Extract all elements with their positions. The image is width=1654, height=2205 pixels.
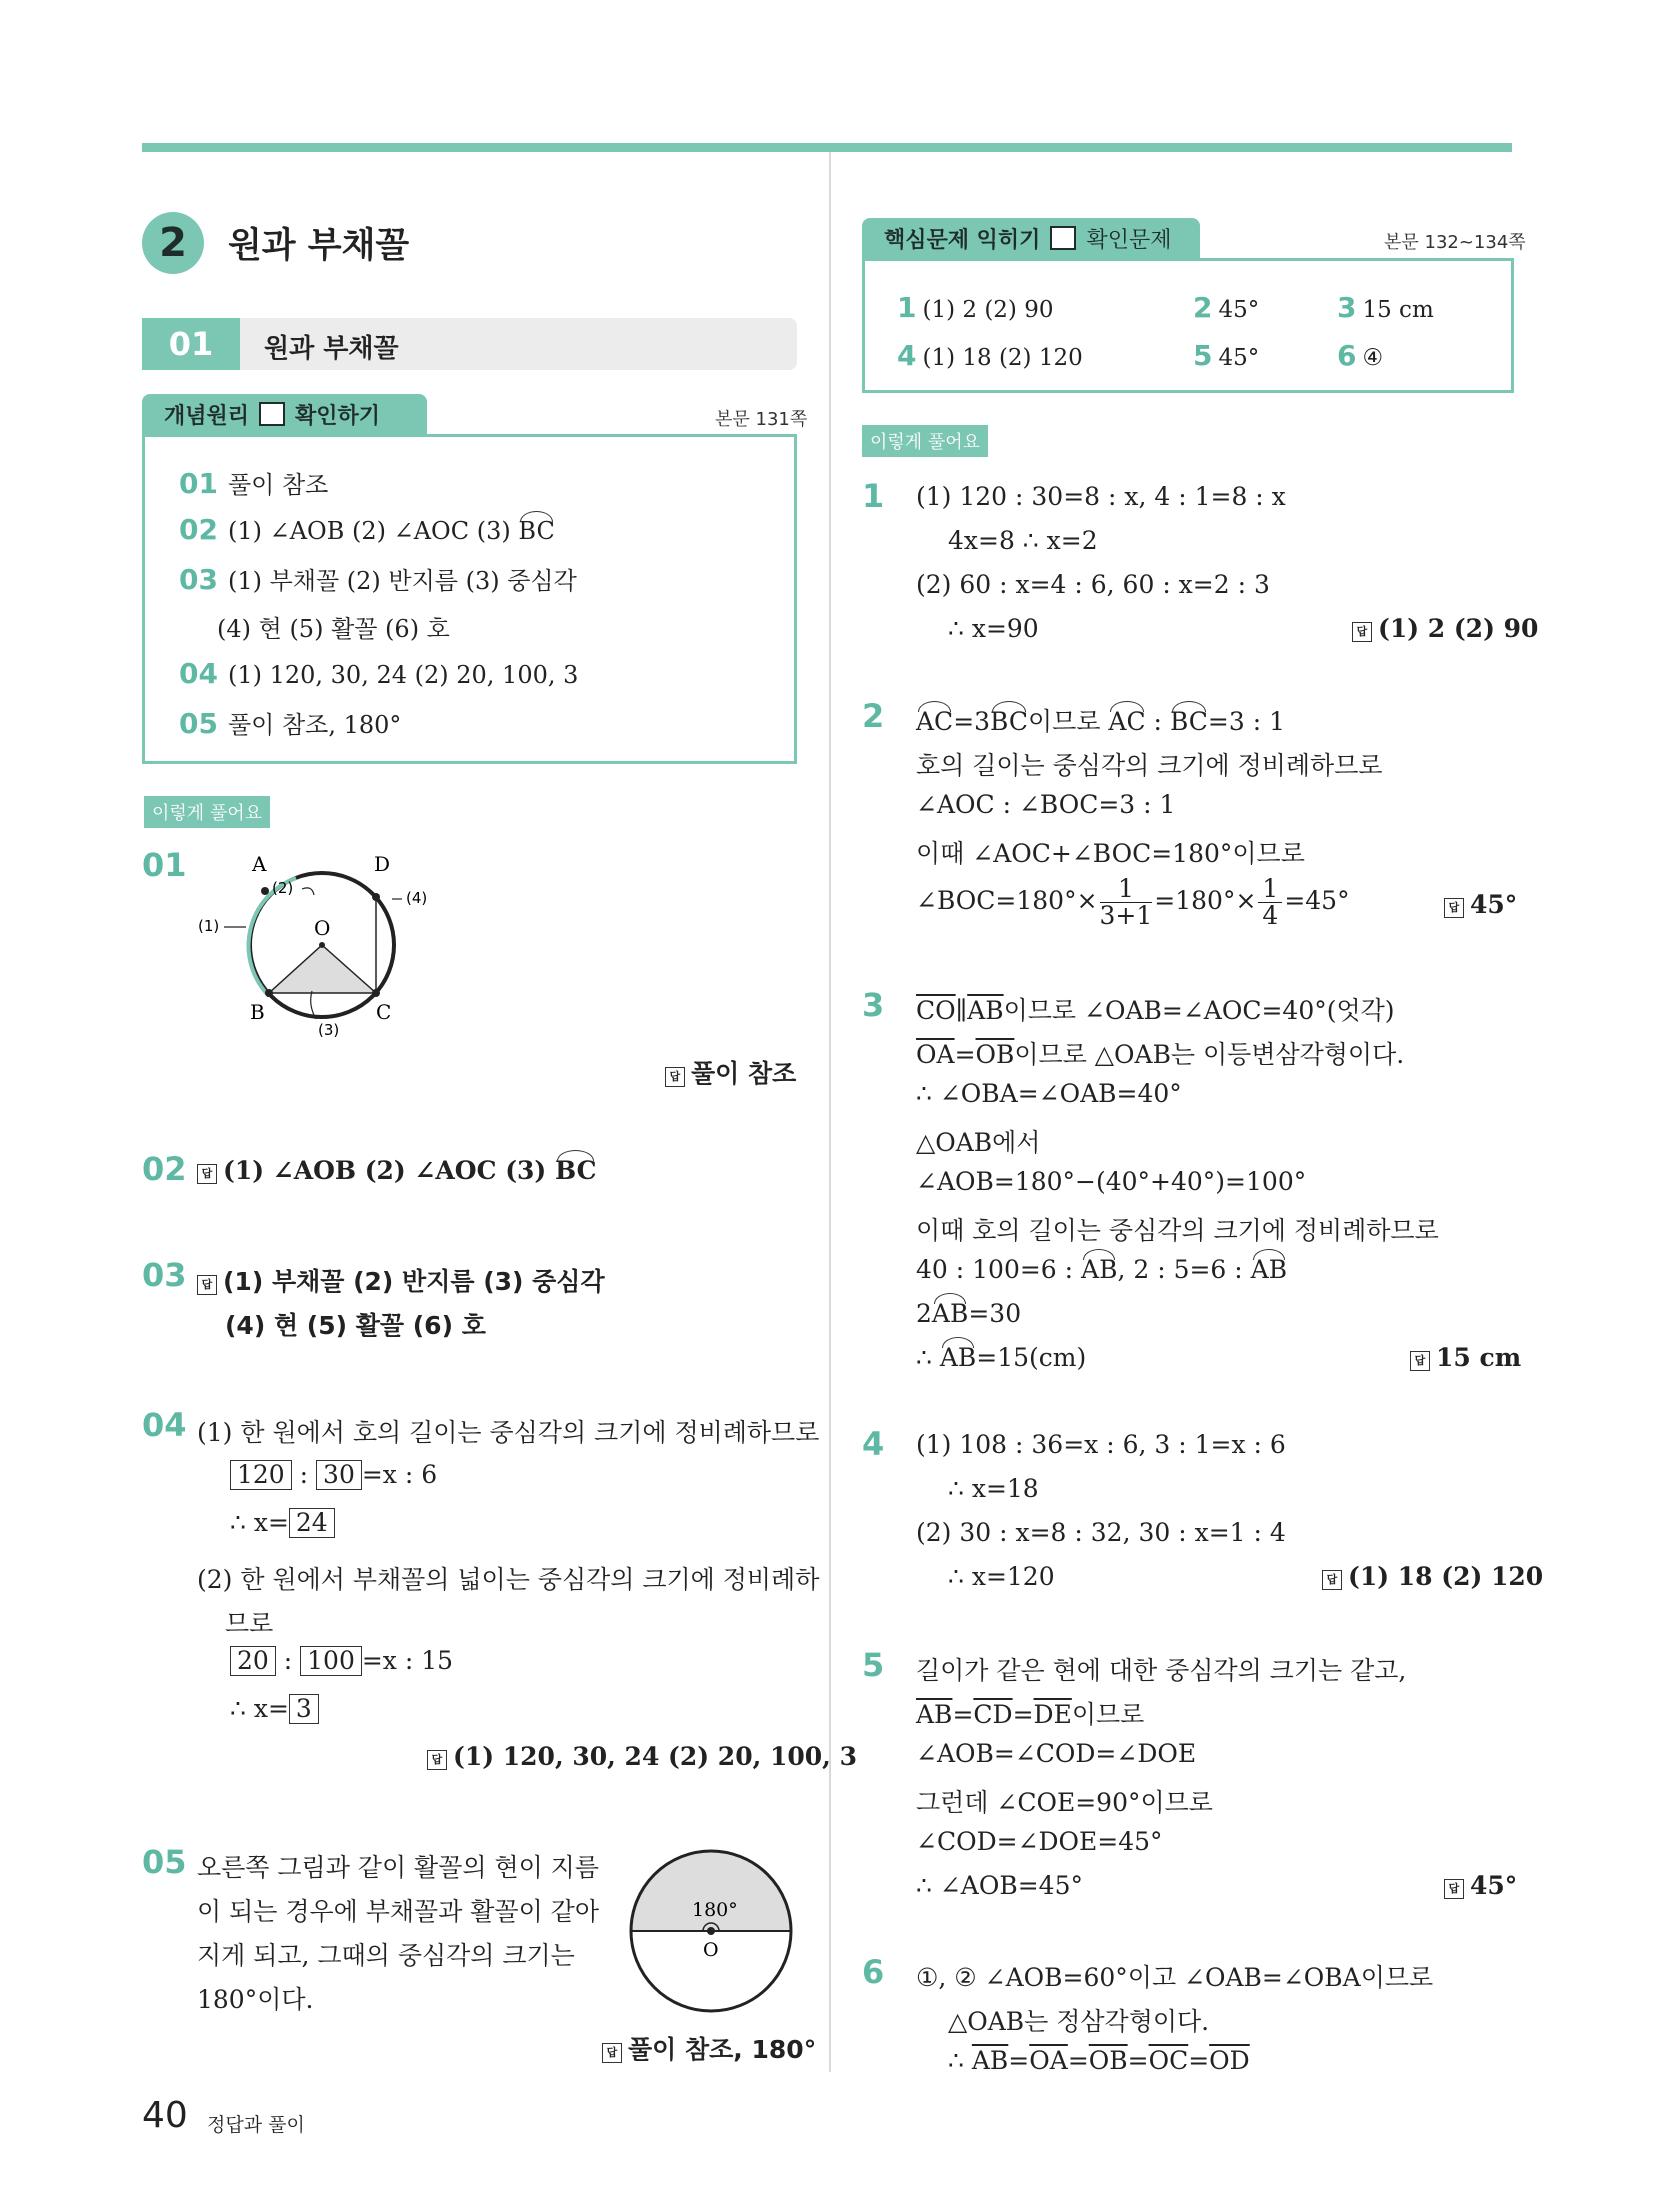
problem-5-line-1: 길이가 같은 현에 대한 중심각의 크기는 같고,: [916, 1656, 1407, 1685]
solution-05-line-4: 180°이다.: [197, 1985, 314, 2014]
answer-mark-icon: 답: [1410, 1351, 1430, 1371]
problem-1-answer: 답 (1) 2 (2) 90: [1352, 614, 1538, 643]
solution-01-number: 01: [142, 846, 187, 884]
svg-text:(2): (2): [272, 879, 294, 897]
problem-6-line-1: ①, ② ∠AOB=60°이고 ∠OAB=∠OBA이므로: [916, 1963, 1434, 1992]
section-number: 01: [142, 318, 240, 370]
problem-3-line-2: $\overline{OA}=\overline{OB}$이므로 △OAB는 이등변삼각형이다.: [916, 1040, 1405, 1069]
core-item-6: 6 ④: [1337, 339, 1384, 372]
how-to-solve-tag-left: 이렇게 풀어요: [144, 796, 270, 828]
solution-04-line-6: 20 : 100 =x : 15: [230, 1646, 453, 1676]
problem-3-line-3: ∴ ∠OBA=∠OAB=40°: [916, 1079, 1182, 1108]
problem-6-line-2: △OAB는 정삼각형이다.: [948, 2007, 1210, 2036]
concept-header-left: 개념원리: [164, 403, 250, 429]
notepad-icon: [259, 402, 285, 426]
core-item-5: 5 45°: [1193, 339, 1260, 372]
problem-3-line-7: 40 : 100=6 : AB, 2 : 5=6 : AB: [916, 1255, 1288, 1284]
problem-1-number: 1: [862, 477, 885, 515]
svg-text:B: B: [250, 1000, 265, 1024]
core-header-left: 핵심문제 익히기: [884, 227, 1041, 253]
concept-line-6: 05 풀이 참조, 180°: [179, 707, 402, 740]
section-heading: [142, 318, 797, 370]
concept-answer-box: [142, 434, 797, 764]
problem-4-line-3: (2) 30 : x=8 : 32, 30 : x=1 : 4: [916, 1518, 1286, 1547]
answer-mark-icon: 답: [427, 1750, 447, 1770]
column-divider: [829, 152, 831, 2072]
svg-text:180°: 180°: [692, 1899, 738, 1921]
solution-04-line-2: 120 : 30 =x : 6: [230, 1460, 437, 1490]
answer-mark-icon: 답: [1444, 898, 1464, 918]
solution-05-answer: 답 풀이 참조, 180°: [602, 2030, 816, 2066]
problem-3-line-8: 2AB=30: [916, 1299, 1022, 1328]
problem-4-line-2: ∴ x=18: [948, 1474, 1039, 1503]
problem-5-line-5: ∠COD=∠DOE=45°: [916, 1827, 1163, 1856]
solution-05-line-1: 오른쪽 그림과 같이 활꼴의 현이 지름: [197, 1853, 599, 1882]
solution-05-line-3: 지게 되고, 그때의 중심각의 크기는: [197, 1941, 575, 1970]
answer-mark-icon: 답: [665, 1067, 685, 1087]
problem-4-number: 4: [862, 1425, 885, 1463]
core-header-right: 확인문제: [1086, 227, 1172, 253]
solution-04-line-3: ∴ x= 24: [230, 1508, 335, 1538]
answer-mark-icon: 답: [1444, 1879, 1464, 1899]
problem-1-line-3: (2) 60 : x=4 : 6, 60 : x=2 : 3: [916, 570, 1270, 599]
core-header: [862, 218, 1200, 258]
problem-5-line-6: ∴ ∠AOB=45°: [916, 1871, 1083, 1900]
problem-6-number: 6: [862, 1953, 885, 1991]
problem-5-line-4: 그런데 ∠COE=90°이므로: [916, 1788, 1213, 1817]
concept-line-1: 01 풀이 참조: [179, 467, 329, 500]
svg-text:O: O: [314, 916, 331, 940]
answer-mark-icon: 답: [602, 2043, 622, 2063]
problem-5-answer: 답 45°: [1444, 1871, 1517, 1900]
concept-line-5: 04 (1) 120, 30, 24 (2) 20, 100, 3: [179, 657, 579, 690]
svg-text:A: A: [252, 852, 267, 876]
magnifier-icon: [1050, 226, 1076, 250]
problem-1-line-1: (1) 120 : 30=8 : x, 4 : 1=8 : x: [916, 482, 1286, 511]
answer-mark-icon: 답: [197, 1164, 217, 1184]
problem-3-line-6: 이때 호의 길이는 중심각의 크기에 정비례하므로: [916, 1216, 1439, 1245]
problem-3-answer: 답 15 cm: [1410, 1343, 1521, 1372]
top-accent-bar: [142, 143, 1512, 152]
solution-02-answer: 답 (1) ∠AOB (2) ∠AOC (3) BC: [197, 1156, 596, 1185]
problem-2-line-2: 호의 길이는 중심각의 크기에 정비례하므로: [916, 751, 1383, 780]
solution-02-number: 02: [142, 1150, 187, 1188]
concept-line-2: 02 (1) ∠AOB (2) ∠AOC (3) BC: [179, 513, 555, 546]
solution-05-line-2: 이 되는 경우에 부채꼴과 활꼴이 같아: [197, 1897, 599, 1926]
chapter-heading: [142, 212, 409, 274]
solution-03-line-2: (4) 현 (5) 활꼴 (6) 호: [225, 1311, 486, 1340]
footer-label: 정답과 풀이: [207, 2114, 305, 2136]
problem-1-line-2: 4x=8 ∴ x=2: [948, 526, 1098, 555]
problem-5-line-2: $\overline{AB}=\overline{CD}=\overline{DE}$이므로: [916, 1700, 1145, 1729]
core-answer-box: [862, 258, 1514, 393]
core-item-4: 4 (1) 18 (2) 120: [897, 339, 1083, 372]
svg-text:C: C: [376, 1000, 392, 1024]
problem-5-line-3: ∠AOB=∠COD=∠DOE: [916, 1739, 1197, 1768]
solution-04-answer: 답 (1) 120, 30, 24 (2) 20, 100, 3: [427, 1742, 857, 1771]
solution-04-line-4: (2) 한 원에서 부채꼴의 넓이는 중심각의 크기에 정비례하: [197, 1565, 820, 1594]
problem-6-line-3: ∴ $\overline{AB}=\overline{OA}=\overline{OB}=\overline{OC}=\overline{OD}$: [948, 2046, 1250, 2075]
core-item-1: 1 (1) 2 (2) 90: [897, 291, 1054, 324]
concept-line-3: 03 (1) 부채꼴 (2) 반지름 (3) 중심각: [179, 563, 577, 596]
semicircle-diagram: [626, 1846, 796, 2016]
core-page-ref: 본문 132~134쪽: [1384, 232, 1526, 253]
problem-4-answer: 답 (1) 18 (2) 120: [1322, 1562, 1543, 1591]
answer-mark-icon: 답: [1322, 1570, 1342, 1590]
page-number: 40: [142, 2095, 188, 2136]
solution-04-line-1: (1) 한 원에서 호의 길이는 중심각의 크기에 정비례하므로: [197, 1418, 820, 1447]
problem-1-line-4: ∴ x=90: [948, 614, 1039, 643]
solution-01-answer: 답 풀이 참조: [665, 1054, 796, 1090]
concept-header: [142, 394, 427, 434]
problem-2-line-4: 이때 ∠AOC+∠BOC=180°이므로: [916, 839, 1305, 868]
problem-4-line-4: ∴ x=120: [948, 1562, 1055, 1591]
svg-text:(1): (1): [198, 917, 220, 935]
problem-2-number: 2: [862, 697, 885, 735]
problem-3-line-4: △OAB에서: [916, 1128, 1041, 1157]
chapter-title: 원과 부채꼴: [228, 226, 410, 266]
problem-3-line-1: $\overline{CO}\parallel\overline{AB}$이므로 ∠OAB=∠AOC=40°(엇각): [916, 996, 1395, 1025]
solution-05-number: 05: [142, 1843, 187, 1881]
problem-2-line-5: ∠BOC=180°× $\frac{1}{3+1}$ =180°× $\frac{1}{4}$ =45°: [916, 874, 1350, 930]
problem-4-line-1: (1) 108 : 36=x : 6, 3 : 1=x : 6: [916, 1430, 1286, 1459]
problem-2-line-3: ∠AOC : ∠BOC=3 : 1: [916, 790, 1176, 819]
concept-page-ref: 본문 131쪽: [715, 409, 808, 430]
solution-03-number: 03: [142, 1256, 187, 1294]
solution-04-number: 04: [142, 1406, 187, 1444]
svg-text:(3): (3): [318, 1021, 340, 1039]
chapter-number: 2: [142, 212, 204, 274]
circle-diagram: [190, 845, 440, 1045]
solution-03-line-1: 답 (1) 부채꼴 (2) 반지름 (3) 중심각: [197, 1262, 605, 1298]
svg-text:(4): (4): [406, 889, 428, 907]
problem-3-line-5: ∠AOB=180°−(40°+40°)=100°: [916, 1167, 1307, 1196]
svg-text:O: O: [703, 1939, 719, 1961]
svg-text:D: D: [374, 852, 391, 876]
section-title: 원과 부채꼴: [264, 334, 399, 364]
solution-04-line-7: ∴ x= 3: [230, 1694, 319, 1724]
problem-5-number: 5: [862, 1646, 885, 1684]
answer-mark-icon: 답: [1352, 622, 1372, 642]
concept-line-4: (4) 현 (5) 활꼴 (6) 호: [217, 615, 450, 643]
core-item-2: 2 45°: [1193, 291, 1260, 324]
problem-2-line-1: AC=3BC이므로 AC : BC=3 : 1: [916, 707, 1285, 736]
problem-3-number: 3: [862, 986, 885, 1024]
solution-04-line-5: 므로: [225, 1609, 274, 1638]
how-to-solve-tag-right: 이렇게 풀어요: [862, 425, 988, 457]
problem-3-line-9: ∴ AB=15(cm): [916, 1343, 1087, 1372]
core-item-3: 3 15 cm: [1337, 291, 1434, 324]
answer-mark-icon: 답: [197, 1275, 217, 1295]
concept-header-right: 확인하기: [295, 403, 381, 429]
problem-2-answer: 답 45°: [1444, 890, 1517, 919]
